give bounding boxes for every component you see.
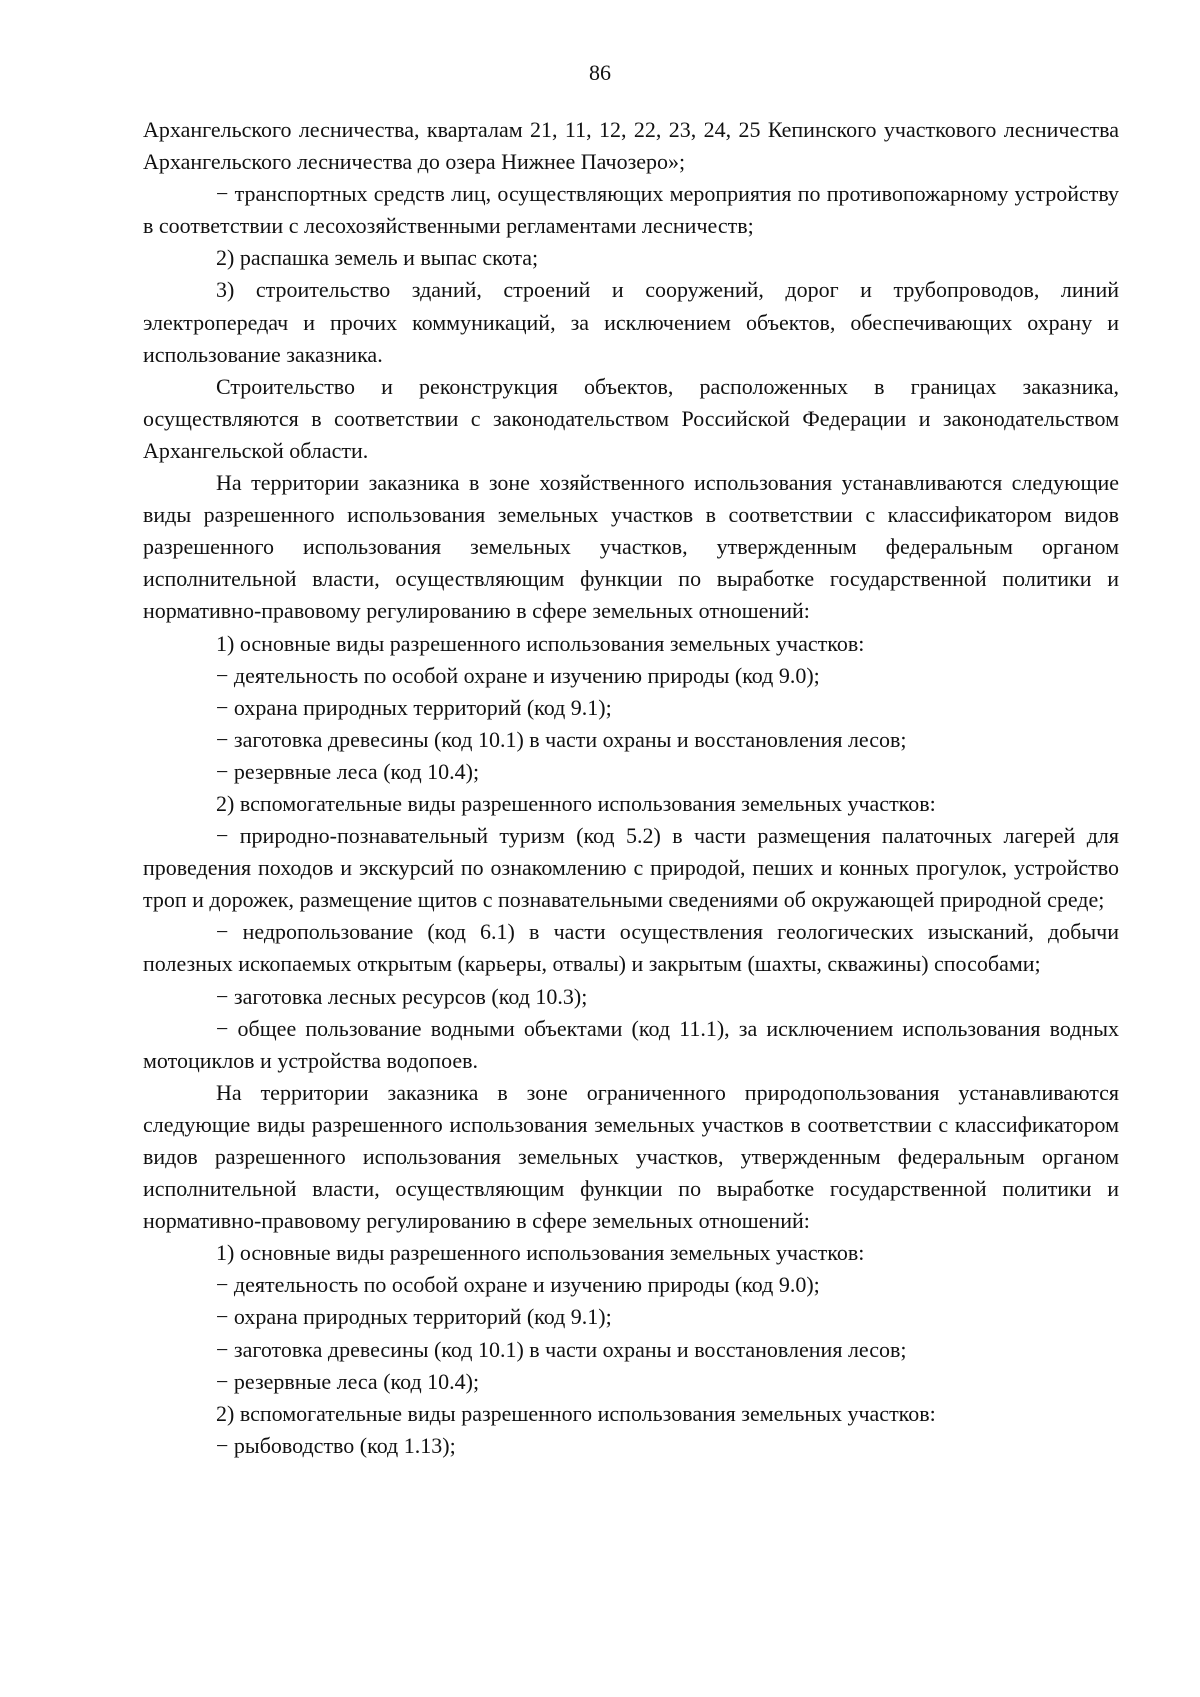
list-item: − резервные леса (код 10.4); bbox=[216, 1368, 480, 1394]
paragraph: 3) строительство зданий, строений и сооружений, дорог и трубопроводов, линий электропередач и прочих коммуникаций, за исключением объектов, обеспечивающих охрану и использование заказника. bbox=[143, 277, 1119, 367]
paragraph: 2) распашка земель и выпас скота; bbox=[216, 245, 539, 271]
list-item: − охрана природных территорий (код 9.1); bbox=[216, 1304, 612, 1330]
list-item: − деятельность по особой охране и изучению природы (код 9.0); bbox=[216, 662, 820, 688]
list-item: − заготовка древесины (код 10.1) в части охраны и восстановления лесов; bbox=[216, 726, 907, 752]
paragraph: На территории заказника в зоне хозяйственного использования устанавливаются следующие виды разрешенного использования земельных участков в соответствии с классификатором видов разрешенного использования земельных участков, утвержденным федеральным органом исполнительной власти, осуществляющим функции по выработке государственной политики и нормативно-правовому регулированию в сфере земельных отношений: bbox=[143, 470, 1119, 624]
paragraph: − природно-познавательный туризм (код 5.2) в части размещения палаточных лагерей для проведения походов и экскурсий по ознакомлению с природой, пеших и конных прогулок, устройство троп и дорожек, размещение щитов с познавательными сведениями об окружающей природной среде; bbox=[143, 823, 1119, 913]
list-item: − деятельность по особой охране и изучению природы (код 9.0); bbox=[216, 1272, 820, 1298]
paragraph: Строительство и реконструкция объектов, расположенных в границах заказника, осуществляются в соответствии с законодательством Российской Федерации и законодательством Архангельской области. bbox=[143, 373, 1119, 463]
list-item: 2) вспомогательные виды разрешенного использования земельных участков: bbox=[216, 1400, 936, 1426]
document-body bbox=[143, 114, 1119, 1462]
list-item: 1) основные виды разрешенного использования земельных участков: bbox=[216, 630, 865, 656]
paragraph: Архангельского лесничества, кварталам 21, 11, 12, 22, 23, 24, 25 Кепинского участкового лесничества Архангельского лесничества до озера Нижнее Пачозеро»; bbox=[143, 117, 1119, 175]
list-item: − заготовка древесины (код 10.1) в части охраны и восстановления лесов; bbox=[216, 1336, 907, 1362]
paragraph: − недропользование (код 6.1) в части осуществления геологических изысканий, добычи полезных ископаемых открытым (карьеры, отвалы) и закрытым (шахты, скважины) способами; bbox=[143, 919, 1119, 977]
paragraph: − транспортных средств лиц, осуществляющих мероприятия по противопожарному устройству в соответствии с лесохозяйственными регламентами лесничеств; bbox=[143, 181, 1119, 239]
paragraph: На территории заказника в зоне ограниченного природопользования устанавливаются следующие виды разрешенного использования земельных участков в соответствии с классификатором видов разрешенного использования земельных участков, утвержденным федеральным органом исполнительной власти, осуществляющим функции по выработке государственной политики и нормативно-правовому регулированию в сфере земельных отношений: bbox=[143, 1079, 1119, 1234]
paragraph: − заготовка лесных ресурсов (код 10.3); bbox=[216, 983, 588, 1009]
list-item: 1) основные виды разрешенного использования земельных участков: bbox=[216, 1240, 865, 1266]
list-item: − рыбоводство (код 1.13); bbox=[216, 1432, 456, 1458]
page-number: 86 bbox=[589, 60, 611, 85]
list-item: 2) вспомогательные виды разрешенного использования земельных участков: bbox=[216, 790, 936, 816]
list-item: − резервные леса (код 10.4); bbox=[216, 758, 480, 784]
paragraph: − общее пользование водными объектами (код 11.1), за исключением использования водных мотоциклов и устройства водопоев. bbox=[143, 1015, 1119, 1073]
list-item: − охрана природных территорий (код 9.1); bbox=[216, 694, 612, 720]
